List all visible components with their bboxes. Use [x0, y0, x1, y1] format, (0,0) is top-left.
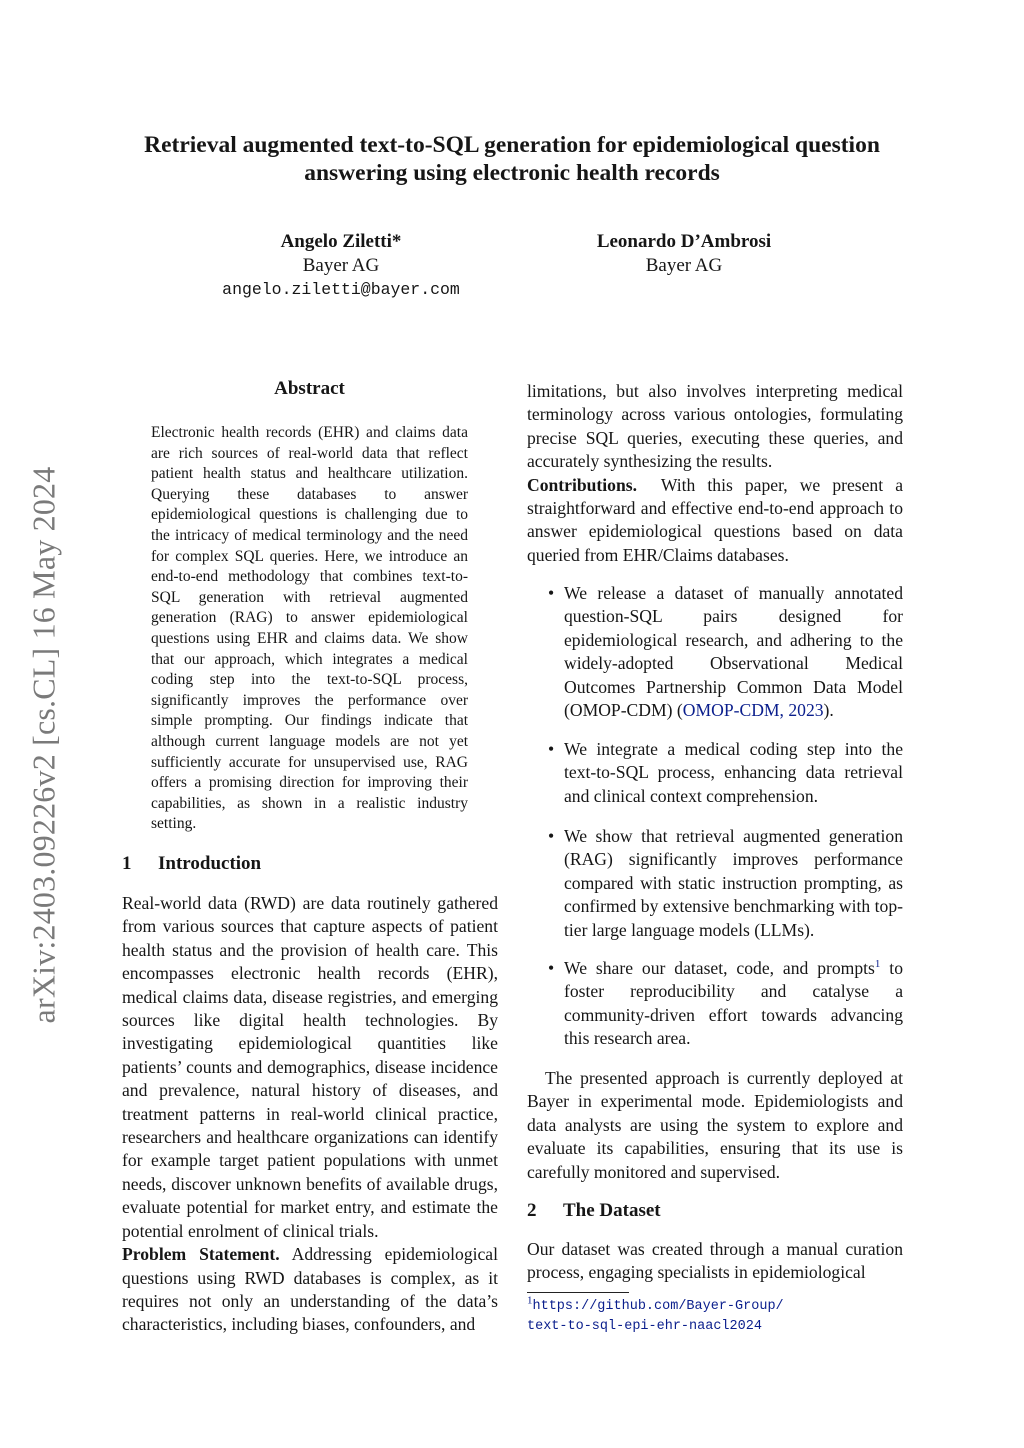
list-item: [548, 825, 903, 942]
problem-statement-label: Problem Statement.: [122, 1244, 280, 1265]
abstract-heading: Abstract: [274, 378, 345, 399]
section-title: Introduction: [158, 853, 262, 874]
paper-title: Retrieval augmented text-to-SQL generation for epidemiological question answering using electronic health records: [144, 132, 880, 186]
author-name: Leonardo D’Ambrosi: [596, 231, 772, 252]
bullet-icon: •: [548, 739, 555, 759]
section-title: The Dataset: [563, 1200, 661, 1221]
bullet-icon: •: [548, 958, 555, 978]
section-number: 2: [527, 1200, 537, 1221]
arxiv-watermark: arXiv:2403.09226v2 [cs.CL] 16 May 2024: [25, 466, 62, 1024]
contributions-paragraph: [527, 474, 903, 568]
contributions-text: With this paper, we present a straightforward and effective end-to-end approach to answer epidemiological questions based on data queried from EHR/Claims databases.: [527, 474, 904, 565]
right-column-top: [527, 380, 903, 567]
contributions-label: Contributions.: [527, 474, 637, 495]
list-item: [548, 738, 903, 808]
citation-link[interactable]: OMOP-CDM, 2023: [682, 700, 824, 721]
author-affiliation: Bayer AG: [645, 255, 723, 276]
footnote-url-line-2[interactable]: text-to-sql-epi-ehr-naacl2024: [527, 1318, 762, 1334]
dataset-paragraph: Our dataset was created through a manual curation process, engaging specialists in epidemiological: [527, 1239, 903, 1283]
footnote-divider: [527, 1292, 629, 1293]
footnote: [527, 1294, 907, 1336]
continued-paragraph: limitations, but also involves interpreting medical terminology across various ontologies, formulating precise SQL queries, executing these queries, and accurately synthesizing the results.: [527, 381, 903, 472]
footnote-ref-link[interactable]: 1: [874, 958, 881, 971]
section-number: 1: [122, 853, 132, 874]
section-heading-dataset: [527, 1200, 661, 1222]
author-name: Angelo Ziletti*: [280, 231, 402, 252]
abstract-text: Electronic health records (EHR) and claims data are rich sources of real-world data that reflect patient health status and healthcare utilization. Querying these databases to answer epidemiological questions is challenging due to the intricacy of medical terminology and the need for complex SQL queries. Here, we introduce an end-to-end methodology that combines text-to-SQL generation with retrieval augmented generation (RAG) to answer epidemiological questions using EHR and claims data. We show that our approach, which integrates a medical coding step into the text-to-SQL process, significantly improves the performance over simple prompting. Our findings indicate that although current language models are not yet sufficiently accurate for unsupervised use, RAG offers a promising direction for improving their capabilities, as shown in a realistic industry setting.: [151, 424, 468, 833]
author-block: [554, 230, 814, 278]
bullet-icon: •: [548, 826, 555, 846]
author-block: [211, 230, 471, 302]
list-item: [548, 957, 903, 1051]
list-item: [548, 582, 903, 722]
author-affiliation: Bayer AG: [302, 255, 380, 276]
introduction-body: [122, 892, 498, 1337]
contribution-text: We share our dataset, code, and prompts: [564, 958, 875, 978]
intro-paragraph: Real-world data (RWD) are data routinely gathered from various sources that capture aspects of patient health status and the provision of health care. This encompasses electronic health records (EHR), medical claims data, disease registries, and emerging sources like digital health technologies. By investigating epidemiological quantities like patients’ counts and demographics, disease incidence and prevalence, natural history of diseases, and treatment patterns in real-world clinical practice, researchers and healthcare organizations can identify for example target patient populations with unmet needs, discover unknown benefits of available drugs, evaluate potential for market entry, and estimate the potential enrolment of clinical trials.: [122, 893, 498, 1241]
problem-statement-text: Addressing epidemiological questions using RWD databases is complex, as it requires not only an understanding of the data’s characteristics, including biases, confounders, and: [122, 1244, 499, 1335]
contribution-text: We integrate a medical coding step into the text-to-SQL process, enhancing data retrieval and clinical context comprehension.: [564, 739, 903, 806]
author-email[interactable]: angelo.ziletti@bayer.com: [222, 280, 460, 299]
contribution-text-end: to foster reproducibility and catalyse a community-driven effort towards advancing this research area.: [564, 958, 903, 1049]
footnote-url-line-1[interactable]: https://github.com/Bayer-Group/: [532, 1299, 784, 1314]
section-heading-introduction: [122, 853, 261, 875]
contribution-text: We release a dataset of manually annotated question-SQL pairs designed for epidemiological research, and adhering to the widely-adopted Observational Medical Outcomes Partnership Common Data Model (OMOP-CDM) (: [564, 583, 903, 721]
contribution-text-end: ).: [823, 700, 834, 721]
deployment-paragraph: The presented approach is currently deployed at Bayer in experimental mode. Epidemiologists and data analysts are using the system to explore and evaluate its capabilities, ensuring that its use is carefully monitored and supervised.: [527, 1068, 903, 1182]
footnote-mark: 1: [527, 1294, 533, 1307]
bullet-icon: •: [548, 583, 555, 603]
problem-statement-paragraph: [122, 1243, 498, 1337]
contribution-text: We show that retrieval augmented generation (RAG) significantly improves performance compared with static instruction prompting, as confirmed by extensive benchmarking with top-tier large language models (LLMs).: [564, 826, 903, 940]
